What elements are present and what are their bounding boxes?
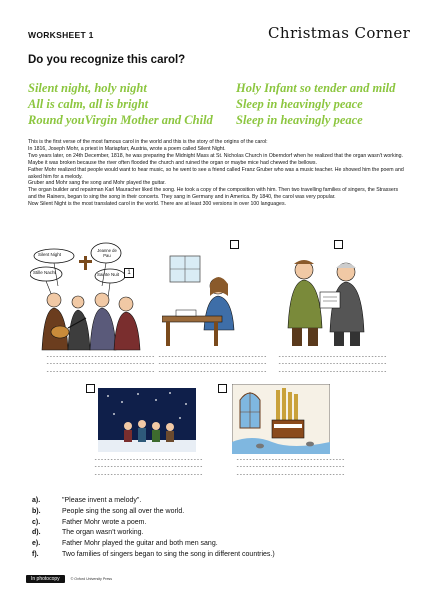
speech-bubble-text: Silent Night — [38, 252, 62, 257]
lyric-line: Sleep in heavingly peace — [236, 97, 363, 111]
statement-row — [32, 507, 275, 518]
footer — [26, 575, 112, 583]
answer-line[interactable]: ---------------------------------- — [46, 367, 155, 375]
statement-letter: d). — [32, 529, 41, 537]
panel-two-men — [276, 252, 380, 348]
statement-list — [32, 496, 275, 561]
lyric-line: Round youVirgin Mother and Child — [28, 113, 213, 127]
answer-line[interactable]: ---------------------------------- — [46, 360, 155, 368]
lyric-line: All is calm, all is bright — [28, 97, 149, 111]
speech-bubble-text: Stille Nacht — [33, 270, 56, 275]
answer-lines — [46, 353, 155, 375]
answer-line[interactable]: ---------------------------------- — [158, 360, 267, 368]
order-checkbox[interactable] — [86, 384, 95, 393]
order-checkbox[interactable] — [218, 384, 227, 393]
photocopy-badge: In photocopy — [26, 575, 65, 583]
statement-text: "Please invent a melody". — [62, 497, 142, 504]
story-paragraph: Now Silent Night is the most translated carol in the world. There are at least 300 versions in over 100 languages. — [28, 201, 286, 208]
order-checkbox[interactable] — [230, 240, 239, 249]
answer-line[interactable]: ---------------------------------- — [46, 353, 155, 360]
statement-row — [32, 496, 275, 507]
statement-text: Two families of singers began to sing the song in different countries.) — [62, 550, 275, 558]
answer-lines — [94, 456, 203, 478]
answer-lines — [236, 456, 345, 478]
question-heading: Do you recognize this carol? — [28, 54, 186, 66]
answer-line[interactable]: ---------------------------------- — [158, 367, 267, 375]
lyric-line: Holy Infant so tender and mild — [236, 81, 396, 95]
worksheet-label: WORKSHEET 1 — [28, 30, 94, 40]
answer-line[interactable]: ---------------------------------- — [94, 456, 203, 463]
christmas-corner-title: Christmas Corner — [268, 24, 411, 42]
statement-text: Father Mohr wrote a poem. — [62, 518, 147, 526]
story-paragraph: Gruber and Mohr sang the song and Mohr played the guitar. — [28, 180, 166, 187]
lyric-line: Silent night, holy night — [28, 81, 147, 95]
copyright-text: © Oxford University Press — [70, 577, 113, 581]
panel-singers — [30, 240, 148, 352]
answer-line[interactable]: ---------------------------------- — [158, 353, 267, 360]
statement-letter: b). — [32, 507, 41, 515]
panel-night-carolers — [98, 388, 196, 452]
lyrics-left — [28, 80, 213, 128]
order-checkbox[interactable] — [334, 240, 343, 249]
statement-letter: a). — [32, 497, 41, 504]
panel-writing — [162, 252, 248, 348]
story-paragraph: In 1816, Joseph Mohr, a priest in Mariapfarr, Austria, wrote a poem called Silent Night. — [28, 145, 226, 152]
statement-row — [32, 550, 275, 561]
answer-line[interactable]: ---------------------------------- — [278, 360, 387, 368]
speech-bubble-text: Sainte Nuit — [97, 272, 120, 277]
answer-line[interactable]: ---------------------------------- — [278, 367, 387, 375]
statement-letter: c). — [32, 518, 41, 526]
panel-number: 1 — [127, 270, 131, 276]
panel-broken-organ — [232, 384, 330, 454]
lyrics-right — [236, 80, 395, 128]
answer-line[interactable]: ---------------------------------- — [278, 353, 387, 360]
story-paragraph: Father Mohr realized that people would want to hear music, so he went to see a friend called Franz Gruber who was a music teacher. He showed him the poem and asked him for a melody. — [28, 166, 404, 180]
story-paragraph: The organ builder and repairman Karl Mauracher liked the song. He took a copy of the composition with him. Then two travelling families of singers, the Strassers and the Rainers, began to sing the song in their concerts. They sang in Germany and in America. By 1840, the carol was very popular. — [28, 187, 399, 201]
story-paragraph: This is the first verse of the most famous carol in the world and this is the story of the origins of the carol: — [28, 139, 268, 145]
statement-letter: e). — [32, 540, 41, 548]
church-window-icon — [240, 392, 260, 428]
speech-bubble-text: Jeanne de Pau — [97, 248, 117, 258]
answer-line[interactable]: ---------------------------------- — [236, 456, 345, 463]
statement-row — [32, 528, 275, 539]
panel-number-box — [124, 268, 134, 278]
statement-text: Father Mohr played the guitar and both men sang. — [62, 540, 218, 548]
answer-line[interactable]: ---------------------------------- — [94, 470, 203, 478]
answer-line[interactable]: ---------------------------------- — [236, 470, 345, 478]
story-paragraph: Two years later, on 24th December, 1818, he was preparing the Midnight Mass at St. Nicholas Church in Oberndorf when he realized that the organ wasn't working. Maybe it was broken because the river often flooded the church and ruined the organ or maybe mice had chewed the bellows. — [28, 152, 403, 166]
answer-line[interactable]: ---------------------------------- — [236, 463, 345, 471]
answer-lines — [158, 353, 267, 375]
statement-row — [32, 518, 275, 529]
statement-text: People sing the song all over the world. — [62, 507, 185, 515]
statement-row — [32, 539, 275, 550]
statement-text: The organ wasn't working. — [62, 529, 144, 537]
answer-line[interactable]: ---------------------------------- — [94, 463, 203, 471]
story-text — [28, 139, 404, 208]
answer-lines — [278, 353, 387, 375]
statement-letter: f). — [32, 550, 39, 558]
lyric-line: Sleep in heavingly peace — [236, 113, 363, 127]
